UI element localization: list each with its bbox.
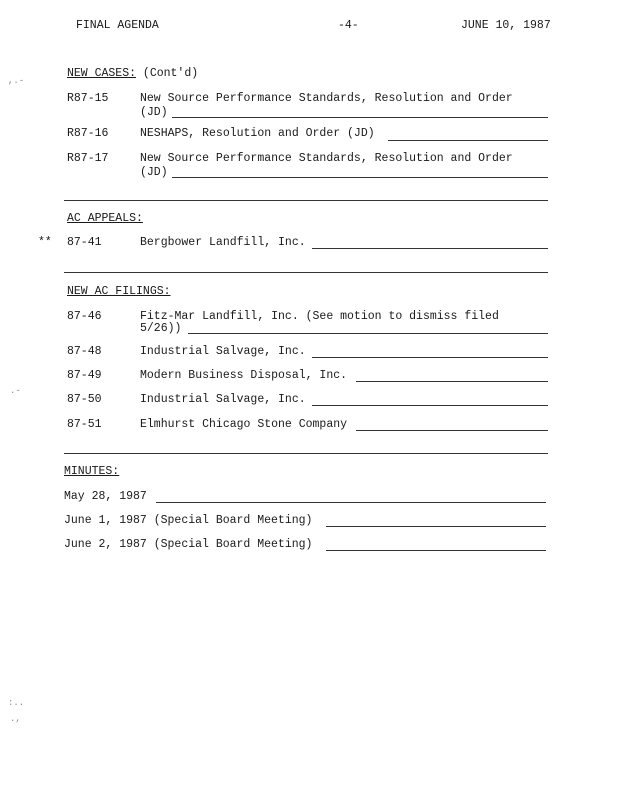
new-cases-heading-suffix: (Cont'd) [142,67,199,80]
case-code: 87-41 [67,236,102,249]
section-divider [64,272,548,273]
signature-line [172,117,548,118]
case-description: Industrial Salvage, Inc. [140,393,306,406]
page-number: -4- [338,19,359,32]
new-cases-heading [67,67,198,81]
case-code: 87-49 [67,369,102,382]
case-description: New Source Performance Standards, Resolution and Order [140,92,513,105]
case-description-cont: 5/26)) [140,322,182,335]
case-description: New Source Performance Standards, Resolution and Order [140,152,513,165]
case-code: R87-15 [67,92,109,105]
case-code: 87-48 [67,345,102,358]
case-description: Bergbower Landfill, Inc. [140,236,306,249]
header-date: JUNE 10, 1987 [461,19,551,32]
section-divider [64,453,548,454]
case-description: Modern Business Disposal, Inc. [140,369,348,382]
signature-line [326,526,546,527]
minutes-entry: May 28, 1987 [64,490,147,503]
minutes-heading: MINUTES: [64,465,120,478]
signature-line [312,405,548,406]
signature-line [356,381,548,382]
signature-line [172,177,548,178]
case-description-cont: (JD) [140,106,168,119]
scan-speck: ,.- [8,76,25,86]
minutes-entry: June 2, 1987 (Special Board Meeting) [64,538,313,551]
signature-line [388,140,548,141]
signature-line [356,430,548,431]
section-divider [64,200,548,201]
case-code: 87-46 [67,310,102,323]
scan-speck: .- [10,386,21,396]
case-code: 87-50 [67,393,102,406]
new-ac-filings-heading: NEW AC FILINGS: [67,285,171,298]
signature-line [312,248,548,249]
signature-line [156,502,546,503]
case-description: Elmhurst Chicago Stone Company [140,418,348,431]
case-description: Industrial Salvage, Inc. [140,345,306,358]
new-cases-heading-label: NEW CASES: [67,67,137,80]
case-code: R87-16 [67,127,109,140]
case-description: Fitz-Mar Landfill, Inc. (See motion to dismiss filed [140,310,499,323]
ac-appeals-heading: AC APPEALS: [67,212,143,225]
scan-speck: :.. [8,698,25,708]
minutes-entry: June 1, 1987 (Special Board Meeting) [64,514,313,527]
case-description: NESHAPS, Resolution and Order (JD) [140,127,375,140]
case-code: R87-17 [67,152,109,165]
header-title: FINAL AGENDA [76,19,159,32]
case-code: 87-51 [67,418,102,431]
case-description-cont: (JD) [140,166,168,179]
signature-line [326,550,546,551]
scan-speck: ., [10,714,21,724]
priority-marker: ** [38,236,52,249]
signature-line [188,333,548,334]
signature-line [312,357,548,358]
